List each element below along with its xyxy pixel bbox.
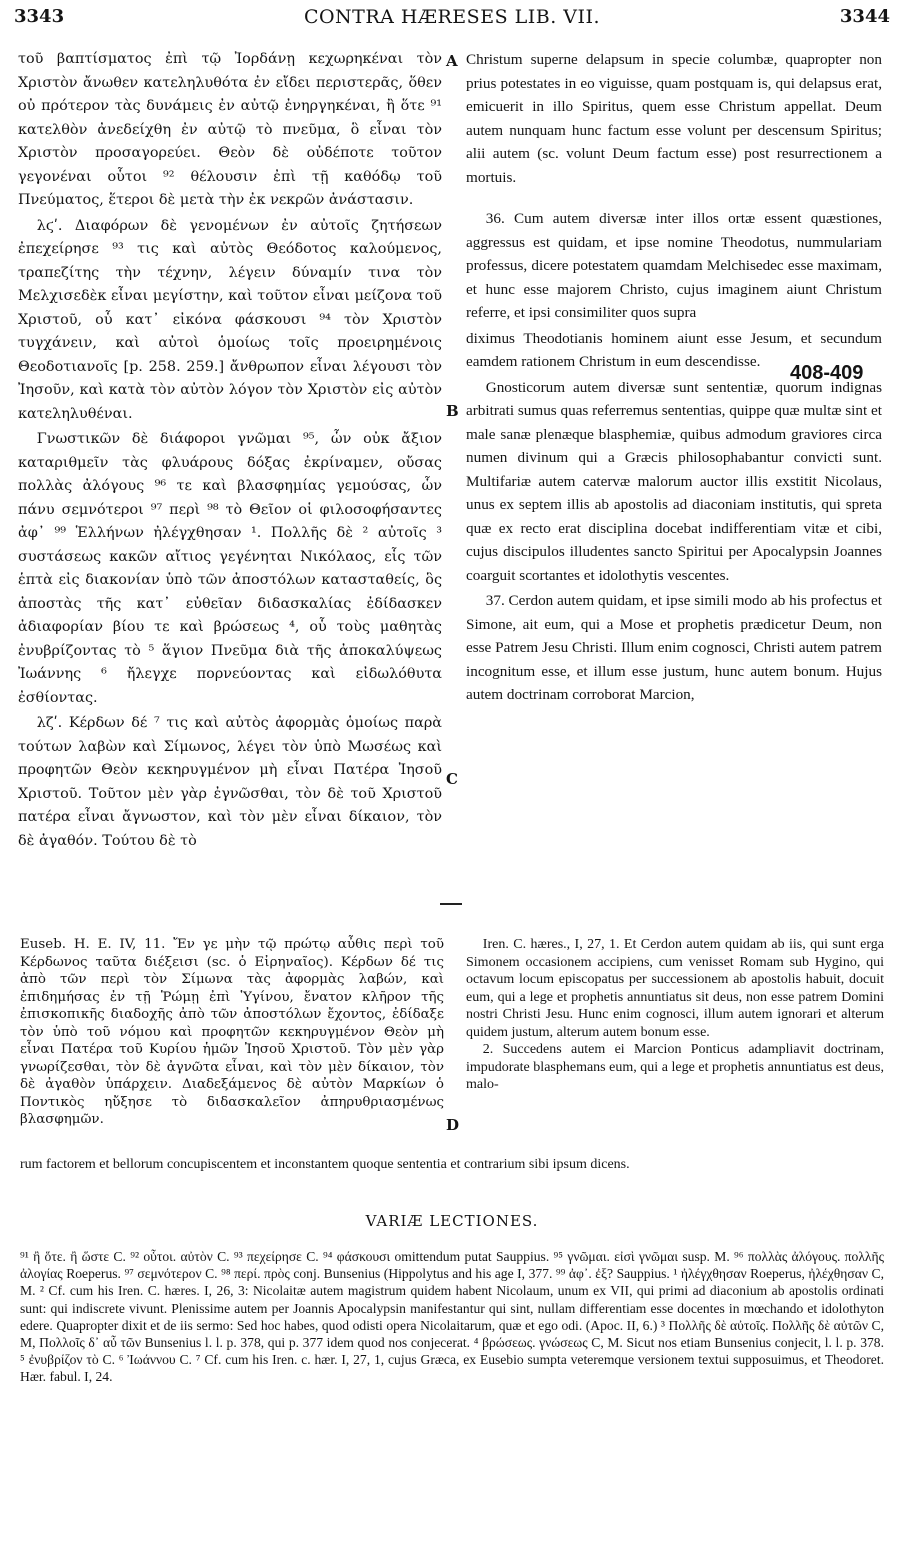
page-header	[14, 6, 890, 30]
note-continuation: rum factorem et bellorum concupiscentem et inconstantem quoque sententia et contrarium sibi ipsum dicens.	[20, 1157, 630, 1172]
page-number-right: 3344	[839, 6, 890, 27]
greek-paragraph: λζʹ. Κέρδων δέ ⁷ τις καὶ αὐτὸς ἀφορμὰς ὁμοίως παρὰ τούτων λαβὼν καὶ Σίμωνος, λέγει τὸν ὑπὸ Μωσέως καὶ προφητῶν Θεὸν κεκηρυγμένον μὴ εἶναι Πατέρα Ἰησοῦ Χριστοῦ. Τοῦτον μὲν γὰρ ἐγνῶσθαι, τὸν δὲ τοῦ Χριστοῦ πατέρα εἶναι ἄγνωστον, καὶ τὸν μὲν εἶναι δίκαιον, τὸν δὲ ἀγαθόν. Τούτου δὲ τὸ	[18, 715, 442, 849]
variae-lectiones-text: ⁹¹ ἢ ὅτε. ἢ ὥστε C. ⁹² οὗτοι. αὐτὸν C. ⁹³ πεχείρησε C. ⁹⁴ φάσκουσι omittendum putat Sauppius. ⁹⁵ γνῶμαι. εἰσὶ γνῶμαι susp. M. ⁹⁶ πολλὰς ἀλόγους. πολλῆς ἀλογίας Roeperus. ⁹⁷ σεμνότερον C. ⁹⁸ περί. πρὸς conj. Bunsenius (Hippolytus and his age I, 377. ⁹⁹ ἀφ᾽. ἐξ? Sauppius. ¹ ἠλέγχθησαν Roeperus, ἠλέχθησαν C, M. ² Cf. cum his Iren. C. hæres. I, 26, 3: Nicolaitæ autem magistrum quidem habent Nicolaum, unum ex VII, qui primi ad diaconium ab apostolis ordinati sunt: qui indiscrete vivunt. Plenissime autem per Joannis Apocalypsin manifestantur qui sint, nullam differentiam esse docentes in mœchando et idolothyton edere. Quapropter dixit et de iis sermo: Sed hoc habes, quod odisti opera Nicolaitarum, quæ et ego odi. (Apoc. II, 6.) ³ Πολλῆς δὲ αὐτοῖς. Πολλῆς δὲ αὐτῶν C, M, Πολλοῖς δ᾽ αὖ τῶν Bunsenius l. l. p. 378, qui p. 377 idem quod nos conjecerat. ⁴ βρώσεως. γνώσεως C, M. Sicut nos etiam Bunsenius conjecit, l. l. p. 378. ⁵ ἐνυβρίζον τὸ C. ⁶ Ἰωάννου C. ⁷ Cf. cum his Iren. c. hær. I, 27, 1, cujus Græca, ex Eusebio sumpta veteremque versionem textui supposuimus, et Theodoret. Hær. fabul. I, 24.	[20, 1249, 884, 1385]
variae-lectiones-heading: VARIÆ LECTIONES.	[365, 1212, 539, 1230]
page-reference: 408-409	[790, 362, 864, 384]
latin-paragraph: diximus Theodotianis hominem aiunt esse Jesum, et secundum eamdem rationem Christum in eum descendisse.	[466, 329, 882, 370]
greek-paragraph: λϛʹ. Διαφόρων δὲ γενομένων ἐν αὐτοῖς ζητήσεων ἐπεχείρησε ⁹³ τις καὶ αὐτὸς Θεόδοτος καλούμενος, τραπεζίτης τὴν τέχνην, λέγειν δύναμίν τινα τὸν Μελχισεδὲκ εἶναι μεγίστην, καὶ τοῦτον εἶναι μείζονα τοῦ Χριστοῦ, οὗ κατ᾽ εἰκόνα φάσκουσι ⁹⁴ τὸν Χριστὸν τυγχάνειν, καὶ αὐτοὶ ὁμοίως τοῖς προειρημένοις Θεοδοτιανοῖς [p. 258. 259.] ἄνθρωπον εἶναι λέγουσι τὸν Ἰησοῦν, καὶ κατὰ τὸν αὐτὸν λόγον τὸν Χριστὸν εἰς αὐτὸν κατεληλυθέναι.	[18, 217, 442, 422]
greek-paragraph: Γνωστικῶν δὲ διάφοροι γνῶμαι ⁹⁵, ὧν οὐκ ἄξιον καταριθμεῖν τὰς φλυάρους δόξας ἐκρίναμεν, οὔσας πολλὰς ἀλόγους ⁹⁶ τε καὶ βλασφημίας γεμούσας, ὧν πάνυ σεμνότεροι ⁹⁷ περὶ ⁹⁸ τὸ Θεῖον οἱ φιλοσοφήσαντες ἀφ᾽ ⁹⁹ Ἑλλήνων ἠλέγχθησαν ¹. Πολλῆς δὲ ² αὐτοῖς ³ συστάσεως κακῶν αἴτιος γεγένηται Νικόλαος, εἷς τῶν ἑπτὰ εἰς διακονίαν ὑπὸ τῶν ἀποστόλων κατασταθείς, ὃς ἀποστὰς τῆς κατ᾽ εὐθεῖαν διδασκαλίας ἐδίδασκεν ἀδιαφορίαν βίου τε καὶ βρώσεως ⁴, οὗ τοὺς μαθητὰς ἐνυβρίζοντας τὸ ⁵ ἅγιον Πνεῦμα διὰ τῆς ἀποκαλύψεως Ἰωάννης ⁶ ἤλεγχε πορνεύοντας καὶ εἰδωλόθυτα ἐσθίοντας.	[18, 431, 442, 706]
latin-paragraph: Gnosticorum autem diversæ sunt sententiæ, quorum indignas arbitrati sumus quas referremus sententias, quippe quæ multæ sint et male sanæ plenæque blasphemiæ, quibus admodum graviores circa numen divinum qui a Græcis philosophabantur convicti sunt. Multifariæ autem catervæ malorum auctor illis exstitit Nicolaus, unus ex septem illis ab apostolis ad diaconiam institutis, qui spreta quæ ex recto erat disciplina docebat indifferentiam vitæ et cibi, cujus discipulos illudentes sancto Spiritui per Apocalypsin Joannes coarguit scortantes et idolothytis vescentes.	[466, 378, 882, 584]
greek-text-column	[18, 48, 442, 855]
margin-mark-a: A	[446, 52, 458, 70]
greek-paragraph: τοῦ βαπτίσματος ἐπὶ τῷ Ἰορδάνῃ κεχωρηκέναι τὸν Χριστὸν ἄνωθεν κατεληλυθότα ἐν εἴδει περιστερᾶς, ὅθεν οὐ πρότερον τὰς δυνάμεις ἐν αὐτῷ ἐνηργηκέναι, ἢ ὅτε ⁹¹ κατελθὸν ἀνεδείχθη ἐν αὐτῷ τὸ πνεῦμα, ὃ εἶναι τὸν Χριστὸν προσαγορεύει. Θεὸν δὲ οὐδέποτε τοῦτον γεγονέναι οὗτοι ⁹² θέλουσιν ἐπὶ τῇ καθόδῳ τοῦ Πνεύματος, ἕτεροι δὲ μετὰ τὴν ἐκ νεκρῶν ἀνάστασιν.	[18, 51, 442, 208]
latin-paragraph: Christum superne delapsum in specie columbæ, quapropter non prius potestates in eo viguisse, quam postquam is, qui delapsus erat, emicuerit in illo Spiritus, quem esse Christum appellat. Deum autem nunquam hunc factum esse volunt per descensum Spiritus; alii autem (sc. volunt Deum factum esse) post resurrectionem a mortuis.	[466, 51, 882, 186]
latin-paragraph: 36. Cum autem diversæ inter illos ortæ essent quæstiones, aggressus est quidam, et ipse nomine Theodotus, nummulariam professus, dicere potestatem quamdam Melchisedec esse maximam, et hunc esse majorem Christo, cujus imaginem aiunt Christum referre, et ipsi consimiliter quos supra	[466, 210, 882, 321]
margin-mark-d: D	[446, 1116, 460, 1134]
eusebius-note: Euseb. H. E. IV, 11. Ἔν γε μὴν τῷ πρώτῳ αὖθις περὶ τοῦ Κέρδωνος ταῦτα διέξεισι (sc. ὁ Εἰρηναῖος). Κέρδων δέ τις ἀπὸ τῶν περὶ τὸν Σίμωνα τὰς ἀφορμὰς λαβών, καὶ ἐπιδημήσας ἐν τῇ Ῥώμῃ ἐπὶ Ὑγίνου, ἔνατον κλῆρον τῆς ἐπισκοπικῆς διαδοχῆς ἀπὸ τῶν ἀποστόλων ἔχοντος, ἐδίδαξε τὸν ὑπὸ τοῦ νόμου καὶ προφητῶν κεκηρυγμένον Θεὸν μὴ εἶναι Πατέρα τοῦ Κυρίου ἡμῶν Ἰησοῦ Χριστοῦ. Τὸν μὲν γὰρ γνωρίζεσθαι, τὸν δὲ ἀγνῶτα εἶναι, καὶ τὸν μὲν δίκαιον, τὸν δὲ ἀγαθὸν ὑπάρχειν. Διαδεξάμενος δὲ αὐτὸν Μαρκίων ὁ Ποντικὸς ηὔξησε τὸ διδασκαλεῖον ἀπηρυθριασμένως βλασφημῶν.	[20, 937, 444, 1127]
margin-mark-b: B	[446, 402, 459, 420]
irenaeus-note-paragraph: Iren. C. hæres., I, 27, 1. Et Cerdon autem quidam ab iis, qui sunt erga Simonem occasionem accipiens, cum venisset Romam sub Hygino, qui octavum locum episcopatus per successionem ab apostolis habuit, docuit eum, qui a lege et prophetis annuntiatus sit deus, non esse patrem Domini nostri Christi Jesu. Hunc enim cognosci, illum autem ignorari et alterum quidem justum, alterum autem bonum esse.	[466, 937, 884, 1040]
running-title: CONTRA HÆRESES LIB. VII.	[303, 6, 601, 28]
irenaeus-note-paragraph: 2. Succedens autem ei Marcion Ponticus adampliavit doctrinam, impudorate blasphemans eum, qui a lege et prophetis annuntiatus est deus, malo-	[466, 1042, 884, 1092]
irenaeus-note	[466, 936, 884, 1094]
page-number-left: 3343	[14, 6, 65, 27]
column-end-dash	[440, 903, 462, 905]
margin-mark-c: C	[446, 770, 458, 788]
latin-paragraph: 37. Cerdon autem quidam, et ipse simili modo ab his profectus et Simone, ait eum, qui a Mose et prophetis prædicetur Deum, non esse Patrem Jesu Christi. Illum enim cognosci, Christi autem patrem incognitum esse, et illum esse justum, hunc autem bonum. Hujus autem doctrinam corroborat Marcion,	[466, 592, 882, 703]
